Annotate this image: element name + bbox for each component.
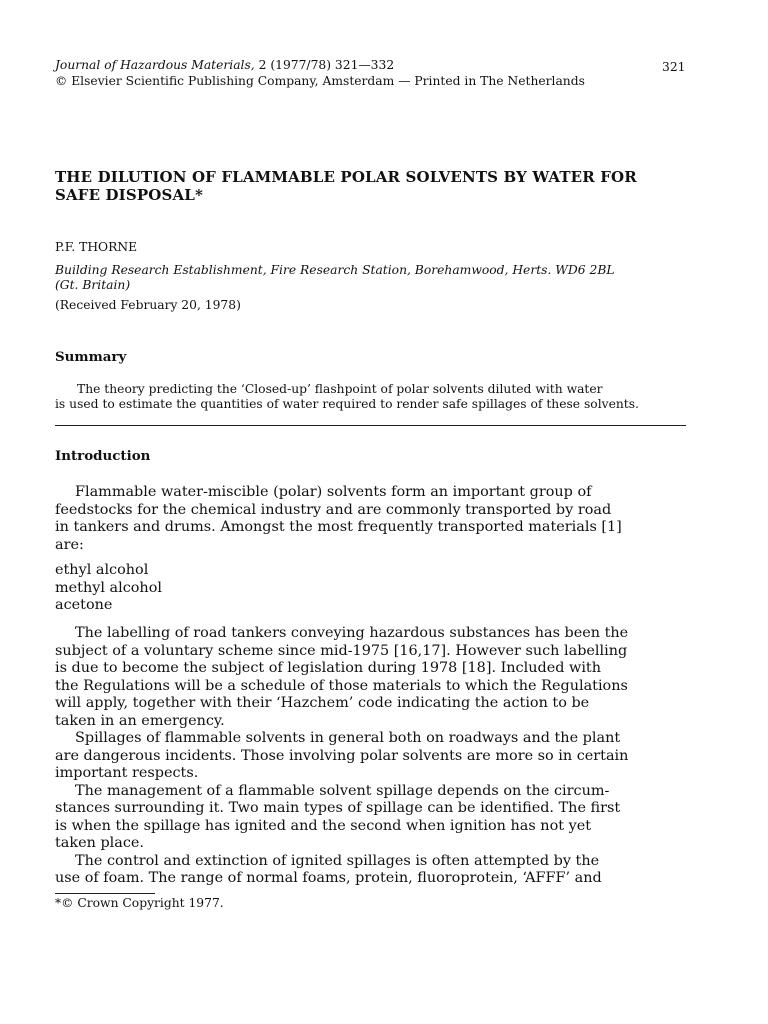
list-item: methyl alcohol (55, 579, 162, 596)
body-line: feedstocks for the chemical industry and are commonly transported by road (55, 501, 612, 518)
volume-pages: 2 (1977/78) 321—332 (254, 58, 395, 72)
summary-text (55, 382, 639, 412)
article-title (55, 168, 637, 204)
intro-paragraph-1 (55, 484, 622, 554)
body-line: are: (55, 536, 84, 553)
body-line: The control and extinction of ignited spillages is often attempted by the (75, 852, 600, 869)
journal-citation (55, 58, 394, 73)
title-line: THE DILUTION OF FLAMMABLE POLAR SOLVENTS BY WATER FOR (55, 168, 637, 186)
body-line: is due to become the subject of legislation during 1978 [18]. Included with (55, 660, 601, 676)
received-date: (Received February 20, 1978) (55, 298, 241, 312)
summary-line: The theory predicting the ‘Closed-up’ flashpoint of polar solvents diluted with water (77, 382, 603, 396)
body-line: use of foam. The range of normal foams, protein, fluoroprotein, ‘AFFF’ and (55, 870, 602, 886)
body-line: will apply, together with their ‘Hazchem’ code indicating the action to be (55, 695, 590, 711)
body-line: is when the spillage has ignited and the second when ignition has not yet (55, 817, 592, 834)
body-line: subject of a voluntary scheme since mid-1975 [16,17]. However such labelling (55, 642, 628, 659)
body-line: are dangerous incidents. Those involving polar solvents are more so in certain (55, 747, 629, 764)
summary-heading: Summary (55, 349, 127, 365)
affiliation-line: Building Research Establishment, Fire Research Station, Borehamwood, Herts. WD6 2BL (55, 263, 615, 277)
journal-name: Journal of Hazardous Materials, (55, 58, 255, 72)
body-line: The labelling of road tankers conveying hazardous substances has been the (75, 625, 629, 641)
section-divider (55, 425, 686, 426)
publisher-line: © Elsevier Scientific Publishing Company, Amsterdam — Printed in The Netherlands (55, 74, 585, 88)
list-item: ethyl alcohol (55, 562, 149, 578)
body-line: Flammable water-miscible (polar) solvents form an important group of (75, 484, 592, 500)
body-line: stances surrounding it. Two main types of spillage can be identified. The first (55, 800, 621, 816)
title-line: SAFE DISPOSAL* (55, 186, 203, 204)
body-line: the Regulations will be a schedule of those materials to which the Regulations (55, 677, 628, 694)
summary-line: is used to estimate the quantities of water required to render safe spillages of these solvents. (55, 397, 639, 411)
footnote-divider (55, 893, 155, 894)
body-line: taken in an emergency. (55, 712, 225, 729)
list-item: acetone (55, 597, 113, 613)
page-number: 321 (662, 60, 686, 74)
author: P.F. THORNE (55, 240, 138, 254)
body-line: Spillages of flammable solvents in general both on roadways and the plant (75, 730, 621, 746)
affiliation (55, 263, 615, 293)
footnote: *© Crown Copyright 1977. (55, 896, 224, 910)
body-line: important respects. (55, 765, 199, 781)
introduction-heading: Introduction (55, 448, 151, 464)
body-line: taken place. (55, 835, 144, 851)
solvent-list (55, 562, 162, 615)
body-line: The management of a flammable solvent spillage depends on the circum- (75, 782, 610, 799)
body-line: in tankers and drums. Amongst the most frequently transported materials [1] (55, 519, 622, 535)
intro-paragraph-2 (55, 625, 628, 888)
affiliation-line: (Gt. Britain) (55, 278, 131, 292)
